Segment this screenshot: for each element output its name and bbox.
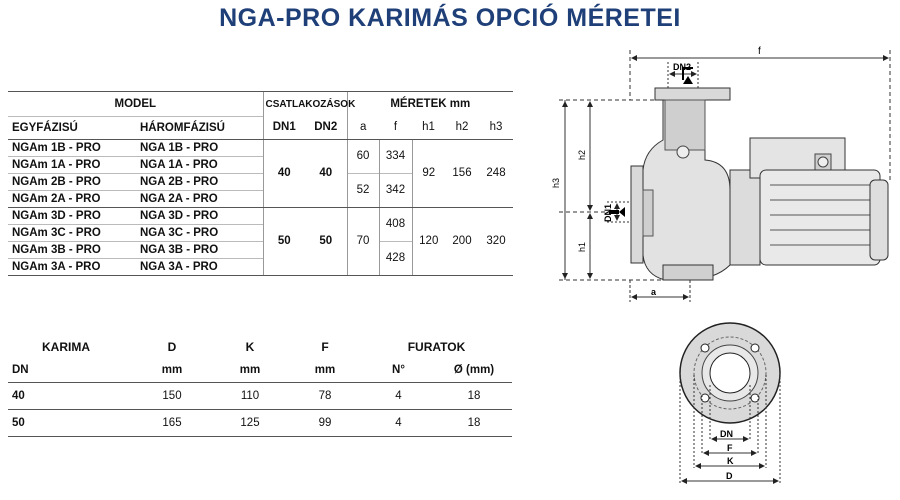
flange-front-drawing: [660, 315, 800, 497]
table-row: [8, 383, 512, 410]
dn-label: DN: [720, 429, 733, 439]
table-row: [8, 140, 513, 157]
f-value: 408: [379, 208, 412, 242]
h1-value: 120: [412, 208, 445, 276]
h1-dim-label: h1: [577, 241, 587, 252]
three-phase-model: NGA 3A - PRO: [136, 259, 263, 276]
three-phase-model: NGA 1A - PRO: [136, 157, 263, 174]
three-phase-model: NGA 3C - PRO: [136, 225, 263, 242]
a-value: 60: [347, 140, 379, 174]
model-header: MODEL: [8, 92, 263, 117]
dn2-value: 50: [305, 208, 347, 276]
single-phase-model: NGAm 3B - PRO: [8, 242, 136, 259]
single-phase-model: NGAm 2A - PRO: [8, 191, 136, 208]
single-phase-header: EGYFÁZISÚ: [8, 117, 136, 140]
dn-value: 50: [8, 410, 133, 437]
h3-header: h3: [479, 117, 513, 140]
f-value: 342: [379, 174, 412, 208]
h2-value: 156: [445, 140, 479, 208]
f-value: 78: [289, 383, 361, 410]
f-label: F: [727, 443, 733, 453]
dn2-value: 40: [305, 140, 347, 208]
holes-count-value: 4: [361, 383, 436, 410]
d-header: D: [167, 340, 177, 354]
k-value: 110: [211, 383, 289, 410]
three-phase-model: NGA 1B - PRO: [140, 141, 219, 154]
single-phase-model: NGAm 3C - PRO: [8, 225, 136, 242]
h3-value: 248: [479, 140, 513, 208]
d-value: 165: [133, 410, 211, 437]
h1-header: h1: [412, 117, 445, 140]
f-value: 334: [379, 140, 412, 174]
dn1-label: DN1: [603, 203, 613, 222]
table-row: [8, 410, 512, 437]
f-unit: mm: [289, 358, 361, 383]
single-phase-model: NGAm 1A - PRO: [8, 157, 136, 174]
dn1-value: 50: [263, 208, 305, 276]
k-value: 125: [211, 410, 289, 437]
h3-dim-label: h3: [551, 177, 561, 188]
three-phase-model: NGA 2A - PRO: [136, 191, 263, 208]
single-phase-model: NGAm 3D - PRO: [12, 209, 101, 222]
holes-count-unit: N°: [361, 358, 436, 383]
three-phase-model: NGA 2B - PRO: [136, 174, 263, 191]
model-dimensions-table: [8, 91, 513, 276]
karima-header: KARIMA: [42, 340, 90, 354]
dn-value: 40: [8, 383, 133, 410]
single-phase-model: NGAm 1B - PRO: [12, 141, 101, 154]
holes-diameter-value: 18: [436, 410, 512, 437]
dimensions-header: MÉRETEK mm: [347, 92, 513, 117]
dn2-label: DN2: [673, 62, 692, 72]
dn1-header: DN1: [263, 117, 305, 140]
d-label: D: [726, 471, 733, 481]
flange-table: [8, 336, 512, 437]
pump-side-drawing: [545, 40, 900, 310]
holes-diameter-unit: Ø (mm): [436, 358, 512, 383]
f-header: f: [379, 117, 412, 140]
h2-header: h2: [445, 117, 479, 140]
k-label: K: [727, 456, 734, 466]
single-phase-model: NGAm 2B - PRO: [8, 174, 136, 191]
table-row: [8, 208, 513, 225]
f-value: 428: [379, 242, 412, 276]
f-value: 99: [289, 410, 361, 437]
holes-header: FURATOK: [407, 340, 466, 354]
dn1-value: 40: [263, 140, 305, 208]
connections-header: CSATLAKOZÁSOK: [263, 92, 347, 117]
dn2-header: DN2: [305, 117, 347, 140]
dn-subheader: DN: [8, 358, 133, 383]
h3-value: 320: [479, 208, 513, 276]
k-unit: mm: [211, 358, 289, 383]
h2-value: 200: [445, 208, 479, 276]
h2-dim-label: h2: [577, 149, 587, 160]
a-value: 70: [347, 208, 379, 276]
three-phase-header: HÁROMFÁZISÚ: [136, 117, 263, 140]
a-header: a: [347, 117, 379, 140]
h1-value: 92: [412, 140, 445, 208]
a-dim-label: a: [651, 287, 657, 297]
d-value: 150: [133, 383, 211, 410]
three-phase-model: NGA 3D - PRO: [140, 209, 219, 222]
holes-count-value: 4: [361, 410, 436, 437]
three-phase-model: NGA 3B - PRO: [136, 242, 263, 259]
f-dim-label: f: [758, 46, 761, 57]
holes-diameter-value: 18: [436, 383, 512, 410]
d-unit: mm: [133, 358, 211, 383]
single-phase-model: NGAm 3A - PRO: [8, 259, 136, 276]
k-header: K: [245, 340, 255, 354]
f-header: F: [321, 340, 329, 354]
page-title: NGA-PRO KARIMÁS OPCIÓ MÉRETEI: [219, 4, 681, 32]
a-value: 52: [347, 174, 379, 208]
